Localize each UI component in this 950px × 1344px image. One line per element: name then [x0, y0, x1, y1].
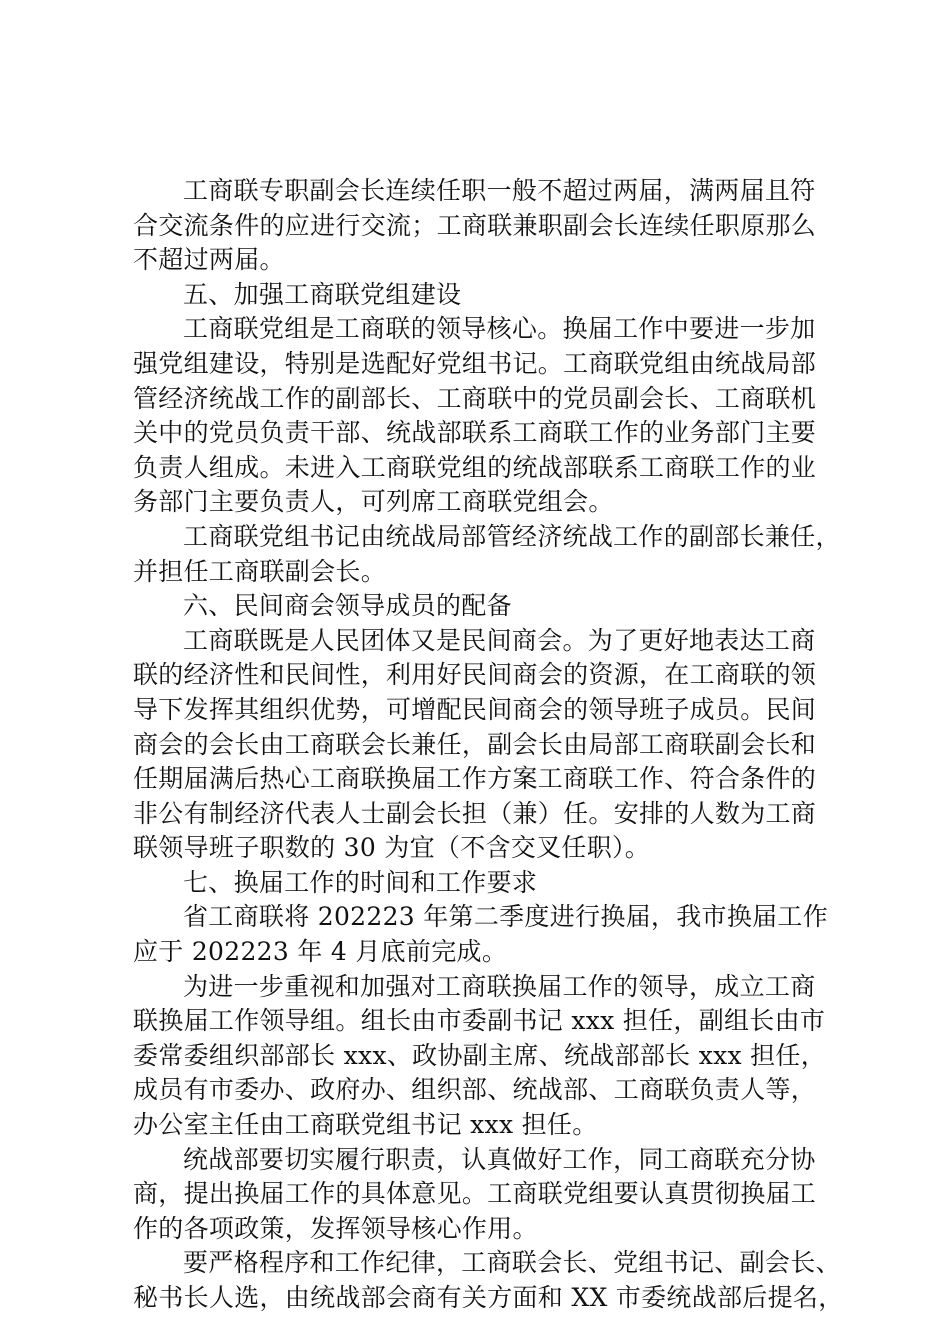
text-line: 作的各项政策，发挥领导核心作用。: [133, 1213, 538, 1243]
document-body: [133, 174, 844, 1316]
text-line: 工商联既是人民团体又是民间商会。为了更好地表达工商: [183, 625, 816, 655]
text-line: 导下发挥其组织优势，可增配民间商会的领导班子成员。民间: [133, 694, 817, 724]
text-line: 联领导班子职数的 30 为宜（不含交叉任职）。: [133, 833, 651, 863]
text-line: 秘书长人选，由统战部会商有关方面和 XX 市委统战部后提名，: [133, 1283, 844, 1312]
text-line: 六、民间商会领导成员的配备: [183, 591, 512, 621]
text-line: 工商联党组书记由统战局部管经济统战工作的副部长兼任，: [183, 521, 841, 551]
text-line: 统战部要切实履行职责，认真做好工作，同工商联充分协: [183, 1144, 816, 1174]
text-line: 省工商联将 202223 年第二季度进行换届，我市换届工作: [183, 902, 829, 932]
text-line: 五、加强工商联党组建设: [183, 279, 462, 309]
text-line: 委常委组织部部长 xxx、政协副主席、统战部部长 xxx 担任，: [133, 1040, 827, 1070]
text-line: 要严格程序和工作纪律，工商联会长、党组书记、副会长、: [183, 1248, 841, 1278]
text-line: 任期届满后热心工商联换届工作方案工商联工作、符合条件的: [133, 764, 817, 794]
text-line: 为进一步重视和加强对工商联换届工作的领导，成立工商: [183, 971, 816, 1001]
text-line: 不超过两届。: [133, 245, 285, 275]
text-line: 联的经济性和民间性，利用好民间商会的资源，在工商联的领: [133, 660, 817, 690]
text-line: 商会的会长由工商联会长兼任，副会长由局部工商联副会长和: [133, 729, 817, 759]
text-line: 工商联党组是工商联的领导核心。换届工作中要进一步加: [183, 314, 816, 344]
text-line: 合交流条件的应进行交流；工商联兼职副会长连续任职原那么: [133, 210, 817, 240]
text-line: 应于 202223 年 4 月底前完成。: [133, 937, 508, 967]
text-line: 负责人组成。未进入工商联党组的统战部联系工商联工作的业: [133, 452, 817, 482]
text-line: 强党组建设，特别是选配好党组书记。工商联党组由统战局部: [133, 348, 817, 378]
text-line: 务部门主要负责人，可列席工商联党组会。: [133, 487, 614, 517]
text-line: 管经济统战工作的副部长、工商联中的党员副会长、工商联机: [133, 383, 817, 413]
text-line: 七、换届工作的时间和工作要求: [183, 867, 538, 897]
text-line: 并担任工商联副会长。: [133, 556, 387, 586]
text-line: 成员有市委办、政府办、组织部、统战部、工商联负责人等，: [133, 1075, 817, 1105]
text-line: 关中的党员负责干部、统战部联系工商联工作的业务部门主要: [133, 418, 817, 448]
text-line: 联换届工作领导组。组长由市委副书记 xxx 担任，副组长由市: [133, 1006, 826, 1036]
text-line: 办公室主任由工商联党组书记 xxx 担任。: [133, 1110, 598, 1140]
text-line: 工商联专职副会长连续任职一般不超过两届，满两届且符: [183, 176, 816, 205]
text-line: 非公有制经济代表人士副会长担（兼）任。安排的人数为工商: [133, 798, 817, 828]
text-line: 商，提出换届工作的具体意见。工商联党组要认真贯彻换届工: [133, 1179, 817, 1209]
